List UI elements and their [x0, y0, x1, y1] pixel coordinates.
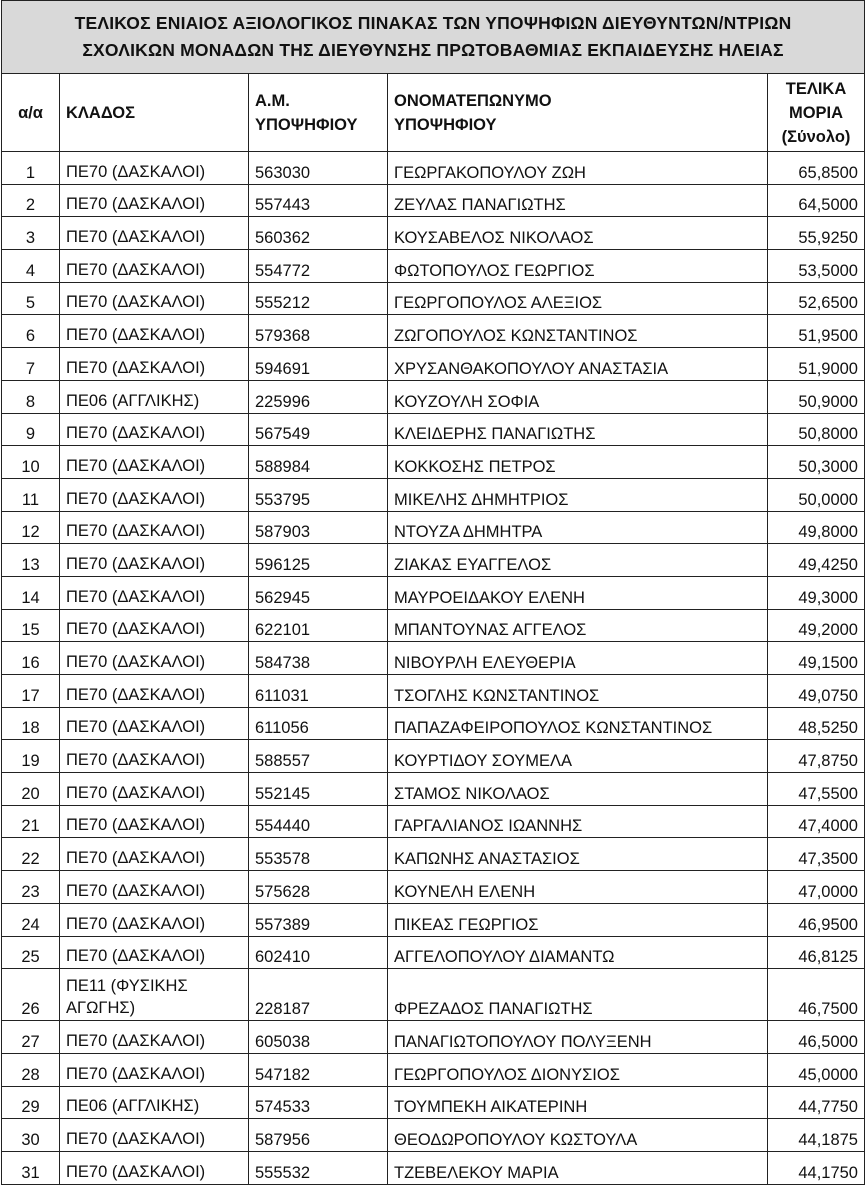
cell-aa: 2: [2, 184, 60, 217]
table-row: [2, 348, 865, 381]
cell-points: 47,3500: [768, 838, 865, 871]
cell-am: 563030: [249, 152, 388, 185]
cell-points: 46,9500: [768, 903, 865, 936]
cell-aa: 16: [2, 642, 60, 675]
table-row: [2, 217, 865, 250]
cell-name: ΦΡΕΖΑΔΟΣ ΠΑΝΑΓΙΩΤΗΣ: [388, 969, 768, 1021]
cell-sector: ΠΕ70 (ΔΑΣΚΑΛΟΙ): [60, 446, 249, 479]
cell-am: 596125: [249, 544, 388, 577]
cell-am: 555212: [249, 282, 388, 315]
cell-points: 46,7500: [768, 969, 865, 1021]
cell-aa: 11: [2, 478, 60, 511]
table-row: [2, 1053, 865, 1086]
cell-name: ΖΕΥΛΑΣ ΠΑΝΑΓΙΩΤΗΣ: [388, 184, 768, 217]
table-row: [2, 478, 865, 511]
cell-am: 553795: [249, 478, 388, 511]
cell-sector: ΠΕ70 (ΔΑΣΚΑΛΟΙ): [60, 609, 249, 642]
cell-aa: 4: [2, 250, 60, 283]
cell-name: ΝΤΟΥΖΑ ΔΗΜΗΤΡΑ: [388, 511, 768, 544]
cell-am: 555532: [249, 1151, 388, 1184]
cell-sector: ΠΕ70 (ΔΑΣΚΑΛΟΙ): [60, 1119, 249, 1152]
cell-sector: ΠΕ70 (ΔΑΣΚΑΛΟΙ): [60, 478, 249, 511]
cell-aa: 17: [2, 675, 60, 708]
cell-name: ΠΑΠΑΖΑΦΕΙΡΟΠΟΥΛΟΣ ΚΩΝΣΤΑΝΤΙΝΟΣ: [388, 707, 768, 740]
cell-points: 49,2000: [768, 609, 865, 642]
table-row: [2, 903, 865, 936]
cell-sector: ΠΕ70 (ΔΑΣΚΑΛΟΙ): [60, 675, 249, 708]
cell-aa: 6: [2, 315, 60, 348]
table-row: [2, 1119, 865, 1152]
cell-points: 49,1500: [768, 642, 865, 675]
header-am: [249, 74, 388, 152]
cell-sector: ΠΕ70 (ΔΑΣΚΑΛΟΙ): [60, 544, 249, 577]
table-row: [2, 413, 865, 446]
cell-am: 588557: [249, 740, 388, 773]
table-row: [2, 184, 865, 217]
cell-aa: 27: [2, 1021, 60, 1054]
table-row: [2, 511, 865, 544]
cell-am: 557389: [249, 903, 388, 936]
header-aa: α/α: [2, 74, 60, 152]
cell-aa: 12: [2, 511, 60, 544]
cell-points: 44,1875: [768, 1119, 865, 1152]
cell-am: 575628: [249, 871, 388, 904]
cell-points: 50,0000: [768, 478, 865, 511]
cell-points: 64,5000: [768, 184, 865, 217]
table-row: [2, 250, 865, 283]
cell-aa: 15: [2, 609, 60, 642]
table-row: [2, 1021, 865, 1054]
cell-am: 584738: [249, 642, 388, 675]
cell-points: 47,4000: [768, 805, 865, 838]
cell-am: 622101: [249, 609, 388, 642]
header-am-line-1: Α.Μ.: [255, 91, 290, 110]
cell-sector: ΠΕ70 (ΔΑΣΚΑΛΟΙ): [60, 1021, 249, 1054]
cell-am: 588984: [249, 446, 388, 479]
cell-aa: 22: [2, 838, 60, 871]
cell-name: ΖΩΓΟΠΟΥΛΟΣ ΚΩΝΣΤΑΝΤΙΝΟΣ: [388, 315, 768, 348]
cell-sector: ΠΕ70 (ΔΑΣΚΑΛΟΙ): [60, 413, 249, 446]
table-row: [2, 544, 865, 577]
cell-am: 554772: [249, 250, 388, 283]
cell-name: ΜΙΚΕΛΗΣ ΔΗΜΗΤΡΙΟΣ: [388, 478, 768, 511]
cell-name: ΠΑΝΑΓΙΩΤΟΠΟΥΛΟΥ ΠΟΛΥΞΕΝΗ: [388, 1021, 768, 1054]
cell-aa: 8: [2, 380, 60, 413]
cell-aa: 23: [2, 871, 60, 904]
cell-sector: ΠΕ06 (ΑΓΓΛΙΚΗΣ): [60, 380, 249, 413]
cell-aa: 13: [2, 544, 60, 577]
cell-sector: ΠΕ70 (ΔΑΣΚΑΛΟΙ): [60, 838, 249, 871]
cell-points: 47,8750: [768, 740, 865, 773]
table-row: [2, 838, 865, 871]
cell-name: ΤΖΕΒΕΛΕΚΟΥ ΜΑΡΙΑ: [388, 1151, 768, 1184]
cell-sector: ΠΕ70 (ΔΑΣΚΑΛΟΙ): [60, 282, 249, 315]
cell-aa: 30: [2, 1119, 60, 1152]
cell-points: 50,9000: [768, 380, 865, 413]
cell-name: ΖΙΑΚΑΣ ΕΥΑΓΓΕΛΟΣ: [388, 544, 768, 577]
table-row: [2, 1086, 865, 1119]
header-points-line-1: ΤΕΛΙΚΑ: [785, 79, 847, 98]
header-name: [388, 74, 768, 152]
header-points-line-3: (Σύνολο): [781, 127, 851, 146]
cell-name: ΤΣΟΓΛΗΣ ΚΩΝΣΤΑΝΤΙΝΟΣ: [388, 675, 768, 708]
cell-points: 46,5000: [768, 1021, 865, 1054]
cell-aa: 20: [2, 773, 60, 806]
cell-points: 49,3000: [768, 576, 865, 609]
cell-sector: ΠΕ70 (ΔΑΣΚΑΛΟΙ): [60, 707, 249, 740]
header-am-line-2: ΥΠΟΨΗΦΙΟΥ: [255, 115, 358, 134]
cell-am: 567549: [249, 413, 388, 446]
cell-name: ΑΓΓΕΛΟΠΟΥΛΟΥ ΔΙΑΜΑΝΤΩ: [388, 936, 768, 969]
cell-aa: 25: [2, 936, 60, 969]
cell-aa: 28: [2, 1053, 60, 1086]
cell-sector: ΠΕ70 (ΔΑΣΚΑΛΟΙ): [60, 903, 249, 936]
cell-aa: 9: [2, 413, 60, 446]
cell-aa: 26: [2, 969, 60, 1021]
cell-aa: 31: [2, 1151, 60, 1184]
cell-sector: ΠΕ70 (ΔΑΣΚΑΛΟΙ): [60, 1053, 249, 1086]
cell-points: 65,8500: [768, 152, 865, 185]
table-title: [2, 1, 865, 74]
cell-am: 225996: [249, 380, 388, 413]
cell-sector: ΠΕ70 (ΔΑΣΚΑΛΟΙ): [60, 871, 249, 904]
table-row: [2, 380, 865, 413]
cell-name: ΦΩΤΟΠΟΥΛΟΣ ΓΕΩΡΓΙΟΣ: [388, 250, 768, 283]
cell-am: 602410: [249, 936, 388, 969]
cell-aa: 10: [2, 446, 60, 479]
table-title-row: [2, 1, 865, 74]
cell-name: ΚΟΥΝΕΛΗ ΕΛΕΝΗ: [388, 871, 768, 904]
cell-name: ΓΑΡΓΑΛΙΑΝΟΣ ΙΩΑΝΝΗΣ: [388, 805, 768, 838]
table-row: [2, 707, 865, 740]
cell-sector: ΠΕ06 (ΑΓΓΛΙΚΗΣ): [60, 1086, 249, 1119]
cell-sector: ΠΕ70 (ΔΑΣΚΑΛΟΙ): [60, 805, 249, 838]
cell-sector: ΠΕ70 (ΔΑΣΚΑΛΟΙ): [60, 315, 249, 348]
cell-name: ΝΙΒΟΥΡΛΗ ΕΛΕΥΘΕΡΙΑ: [388, 642, 768, 675]
cell-points: 48,5250: [768, 707, 865, 740]
cell-aa: 14: [2, 576, 60, 609]
header-name-line-2: ΥΠΟΨΗΦΙΟΥ: [394, 115, 497, 134]
cell-points: 50,8000: [768, 413, 865, 446]
cell-am: 574533: [249, 1086, 388, 1119]
cell-am: 587956: [249, 1119, 388, 1152]
table-row: [2, 773, 865, 806]
cell-name: ΣΤΑΜΟΣ ΝΙΚΟΛΑΟΣ: [388, 773, 768, 806]
cell-sector: ΠΕ70 (ΔΑΣΚΑΛΟΙ): [60, 740, 249, 773]
header-name-line-1: ΟΝΟΜΑΤΕΠΩΝΥΜΟ: [394, 91, 552, 110]
cell-points: 47,5500: [768, 773, 865, 806]
cell-am: 594691: [249, 348, 388, 381]
cell-aa: 24: [2, 903, 60, 936]
cell-am: 554440: [249, 805, 388, 838]
cell-aa: 1: [2, 152, 60, 185]
cell-name: ΜΑΥΡΟΕΙΔΑΚΟΥ ΕΛΕΝΗ: [388, 576, 768, 609]
cell-aa: 18: [2, 707, 60, 740]
cell-am: 587903: [249, 511, 388, 544]
cell-points: 51,9500: [768, 315, 865, 348]
cell-aa: 21: [2, 805, 60, 838]
cell-sector: ΠΕ70 (ΔΑΣΚΑΛΟΙ): [60, 576, 249, 609]
cell-points: 46,8125: [768, 936, 865, 969]
cell-sector: ΠΕ70 (ΔΑΣΚΑΛΟΙ): [60, 773, 249, 806]
cell-aa: 29: [2, 1086, 60, 1119]
cell-sector: ΠΕ70 (ΔΑΣΚΑΛΟΙ): [60, 511, 249, 544]
header-points-line-2: ΜΟΡΙΑ: [788, 103, 844, 122]
cell-name: ΧΡΥΣΑΝΘΑΚΟΠΟΥΛΟΥ ΑΝΑΣΤΑΣΙΑ: [388, 348, 768, 381]
cell-name: ΓΕΩΡΓΟΠΟΥΛΟΣ ΔΙΟΝΥΣΙΟΣ: [388, 1053, 768, 1086]
table-row: [2, 152, 865, 185]
header-points: [768, 74, 865, 152]
table-row: [2, 740, 865, 773]
cell-am: 547182: [249, 1053, 388, 1086]
table-row: [2, 576, 865, 609]
cell-aa: 19: [2, 740, 60, 773]
cell-name: ΜΠΑΝΤΟΥΝΑΣ ΑΓΓΕΛΟΣ: [388, 609, 768, 642]
table-title-line-1: ΤΕΛΙΚΟΣ ΕΝΙΑΙΟΣ ΑΞΙΟΛΟΓΙΚΟΣ ΠΙΝΑΚΑΣ ΤΩΝ ΥΠΟΨΗΦΙΩΝ ΔΙΕΥΘΥΝΤΩΝ/ΝΤΡΙΩΝ: [74, 13, 792, 33]
table-row: [2, 642, 865, 675]
cell-name: ΠΙΚΕΑΣ ΓΕΩΡΓΙΟΣ: [388, 903, 768, 936]
cell-name: ΚΟΚΚΟΣΗΣ ΠΕΤΡΟΣ: [388, 446, 768, 479]
cell-points: 49,0750: [768, 675, 865, 708]
cell-am: 560362: [249, 217, 388, 250]
cell-am: 611031: [249, 675, 388, 708]
table-row: [2, 609, 865, 642]
cell-points: 44,1750: [768, 1151, 865, 1184]
cell-points: 49,8000: [768, 511, 865, 544]
table-row: [2, 871, 865, 904]
cell-am: 605038: [249, 1021, 388, 1054]
cell-points: 55,9250: [768, 217, 865, 250]
table-body: [2, 152, 865, 1185]
cell-points: 51,9000: [768, 348, 865, 381]
cell-sector: ΠΕ70 (ΔΑΣΚΑΛΟΙ): [60, 217, 249, 250]
table-row: [2, 315, 865, 348]
cell-am: 611056: [249, 707, 388, 740]
cell-sector: ΠΕ70 (ΔΑΣΚΑΛΟΙ): [60, 642, 249, 675]
cell-name: ΚΟΥΡΤΙΔΟΥ ΣΟΥΜΕΛΑ: [388, 740, 768, 773]
cell-sector: ΠΕ70 (ΔΑΣΚΑΛΟΙ): [60, 1151, 249, 1184]
cell-am: 552145: [249, 773, 388, 806]
evaluation-table: [1, 0, 865, 1185]
cell-name: ΤΟΥΜΠΕΚΗ ΑΙΚΑΤΕΡΙΝΗ: [388, 1086, 768, 1119]
table-title-line-2: ΣΧΟΛΙΚΩΝ ΜΟΝΑΔΩΝ ΤΗΣ ΔΙΕΥΘΥΝΣΗΣ ΠΡΩΤΟΒΑΘΜΙΑΣ ΕΚΠΑΙΔΕΥΣΗΣ ΗΛΕΙΑΣ: [82, 40, 784, 60]
table-row: [2, 446, 865, 479]
cell-name: ΘΕΟΔΩΡΟΠΟΥΛΟΥ ΚΩΣΤΟΥΛΑ: [388, 1119, 768, 1152]
cell-am: 228187: [249, 969, 388, 1021]
cell-sector: ΠΕ70 (ΔΑΣΚΑΛΟΙ): [60, 936, 249, 969]
cell-name: ΚΑΠΩΝΗΣ ΑΝΑΣΤΑΣΙΟΣ: [388, 838, 768, 871]
column-header-row: [2, 74, 865, 152]
cell-name: ΓΕΩΡΓΟΠΟΥΛΟΣ ΑΛΕΞΙΟΣ: [388, 282, 768, 315]
cell-name: ΚΟΥΣΑΒΕΛΟΣ ΝΙΚΟΛΑΟΣ: [388, 217, 768, 250]
table-row: [2, 969, 865, 1021]
cell-points: 44,7750: [768, 1086, 865, 1119]
table-row: [2, 675, 865, 708]
table-row: [2, 1151, 865, 1184]
cell-points: 53,5000: [768, 250, 865, 283]
cell-am: 562945: [249, 576, 388, 609]
cell-points: 47,0000: [768, 871, 865, 904]
cell-am: 553578: [249, 838, 388, 871]
cell-name: ΓΕΩΡΓΑΚΟΠΟΥΛΟΥ ΖΩΗ: [388, 152, 768, 185]
cell-points: 52,6500: [768, 282, 865, 315]
cell-am: 579368: [249, 315, 388, 348]
cell-points: 49,4250: [768, 544, 865, 577]
cell-sector: ΠΕ70 (ΔΑΣΚΑΛΟΙ): [60, 152, 249, 185]
cell-aa: 3: [2, 217, 60, 250]
cell-sector: ΠΕ70 (ΔΑΣΚΑΛΟΙ): [60, 184, 249, 217]
cell-sector: ΠΕ11 (ΦΥΣΙΚΗΣ ΑΓΩΓΗΣ): [60, 969, 249, 1021]
cell-sector: ΠΕ70 (ΔΑΣΚΑΛΟΙ): [60, 250, 249, 283]
header-sector: ΚΛΑΔΟΣ: [60, 74, 249, 152]
table-row: [2, 936, 865, 969]
cell-points: 45,0000: [768, 1053, 865, 1086]
cell-sector: ΠΕ70 (ΔΑΣΚΑΛΟΙ): [60, 348, 249, 381]
cell-points: 50,3000: [768, 446, 865, 479]
cell-name: ΚΛΕΙΔΕΡΗΣ ΠΑΝΑΓΙΩΤΗΣ: [388, 413, 768, 446]
cell-name: ΚΟΥΖΟΥΛΗ ΣΟΦΙΑ: [388, 380, 768, 413]
cell-aa: 5: [2, 282, 60, 315]
table-row: [2, 282, 865, 315]
cell-aa: 7: [2, 348, 60, 381]
cell-am: 557443: [249, 184, 388, 217]
table-row: [2, 805, 865, 838]
